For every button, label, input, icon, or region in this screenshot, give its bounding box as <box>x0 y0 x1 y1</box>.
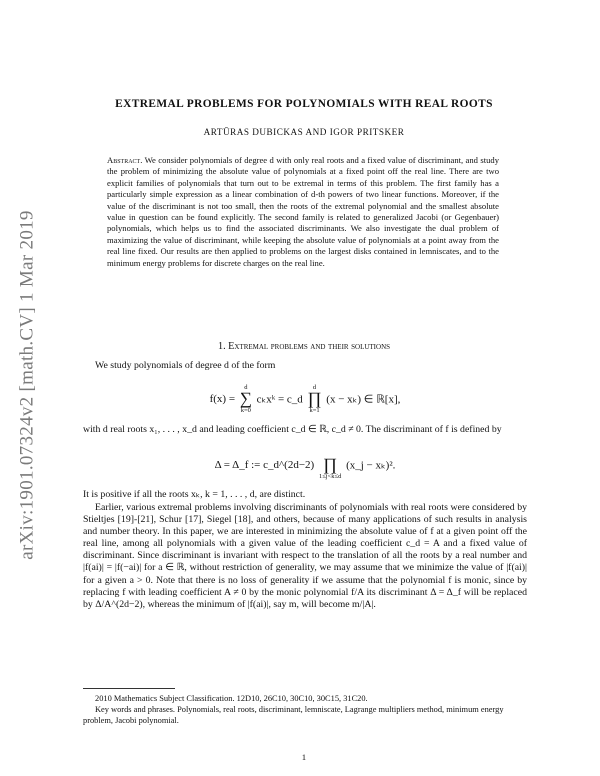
section-title: Extremal problems and their solutions <box>228 341 391 352</box>
footnote-keywords: Key words and phrases. Polynomials, real roots, discriminant, lemniscate, Lagrange multipliers method, minimum energy problem, Jacobi polynomial. <box>83 705 504 725</box>
eq1-rhs: (x − xₖ) ∈ ℝ[x], <box>326 393 401 406</box>
eq2-rhs: (x_j − xₖ)². <box>346 459 396 472</box>
page-number: 1 <box>301 752 307 762</box>
prod-upper-limit: d <box>312 384 317 391</box>
main-paragraph: Earlier, various extremal problems involving discriminants of polynomials with real roots were considered by Stieltjes [19]-[21], Schur [17], Siegel [18], and others, because of many applications of such results in analysis and number theory. In this paper, we are interested in minimizing the absolute value of f at a given point off the real line, among all polynomials with a given value of the leading coefficient c_d = A and a fixed value of discriminant. Since discriminant is invariant with respect to the translation of all the roots by a real number and |f(ai)| = |f(−ai)| for a ∈ ℝ, without restriction of generality, we may assume that we minimize the value of |f(ai)| for a given a > 0. Note that there is no loss of generality if we assume that the polynomial f is monic, since by replacing f with leading coefficient A ≠ 0 by the monic polynomial f/A its discriminant Δ = Δ_f will be replaced by Δ/A^(2d−2), whereas the minimum of |f(ai)|, say m, will become m/|A|. <box>83 502 527 610</box>
product-symbol: d ∏ k=1 <box>307 384 322 414</box>
abstract-label: Abstract. <box>107 155 143 165</box>
prod-lower-limit: k=1 <box>309 407 320 414</box>
section-heading <box>80 341 528 352</box>
eq2-lhs: Δ = Δ_f := c_d^(2d−2) <box>214 459 315 471</box>
section-number: 1. <box>217 341 226 352</box>
prod-lower-limit: 1≤j<k≤d <box>318 473 342 480</box>
abstract <box>107 155 499 269</box>
footnotes <box>83 688 527 726</box>
eq1-term: cₖxᵏ = c_d <box>256 393 303 406</box>
abstract-text: We consider polynomials of degree d with only real roots and a fixed value of discriminant, and study the problem of minimizing the absolute value of polynomials at a fixed point off the real line. There are two explicit families of polynomials that turn out to be extremal in terms of this problem. The first family has a particularly simple expression as a linear combination of d-th powers of two linear functions. Moreover, if the value of the discriminant is not too small, then the roots of the extremal polynomial and the smallest absolute value in question can be found explicitly. The second family is related to generalized Jacobi (or Gegenbauer) polynomials, which helps us to find the associated discriminants. We also investigate the dual problem of maximizing the value of discriminant, while keeping the absolute value of polynomials at a point away from the real line fixed. Our results are then applied to problems on the largest disks contained in lemniscates, and to the minimum energy problems for discrete charges on the real line. <box>107 155 499 268</box>
sum-upper-limit: d <box>244 384 248 391</box>
arxiv-stamp <box>18 170 38 600</box>
roots-paragraph: with d real roots x₁, . . . , x_d and leading coefficient c_d ∈ ℝ, c_d ≠ 0. The discriminant of f is defined by <box>83 424 502 435</box>
paper-title: EXTREMAL PROBLEMS FOR POLYNOMIALS WITH REAL ROOTS <box>115 98 493 110</box>
paper-authors: ARTŪRAS DUBICKAS AND IGOR PRITSKER <box>203 127 405 137</box>
sum-lower-limit: k=0 <box>240 407 251 414</box>
eq1-lhs: f(x) = <box>209 393 236 405</box>
product-symbol: ∏ 1≤j<k≤d <box>318 455 342 480</box>
intro-paragraph: We study polynomials of degree d of the form <box>95 360 276 371</box>
equation-polynomial-form <box>83 384 527 414</box>
equation-discriminant <box>83 450 527 480</box>
footnote-msc: 2010 Mathematics Subject Classification. 12D10, 26C10, 30C10, 30C15, 31C20. <box>95 694 368 703</box>
distinct-roots-paragraph: It is positive if all the roots xₖ, k = 1, . . . , d, are distinct. <box>83 489 306 500</box>
arxiv-identifier[interactable]: arXiv:1901.07324v2 [math.CV] 1 Mar 2019 <box>17 210 38 560</box>
footnote-rule <box>83 688 175 689</box>
summation-symbol: d ∑ k=0 <box>239 384 252 414</box>
